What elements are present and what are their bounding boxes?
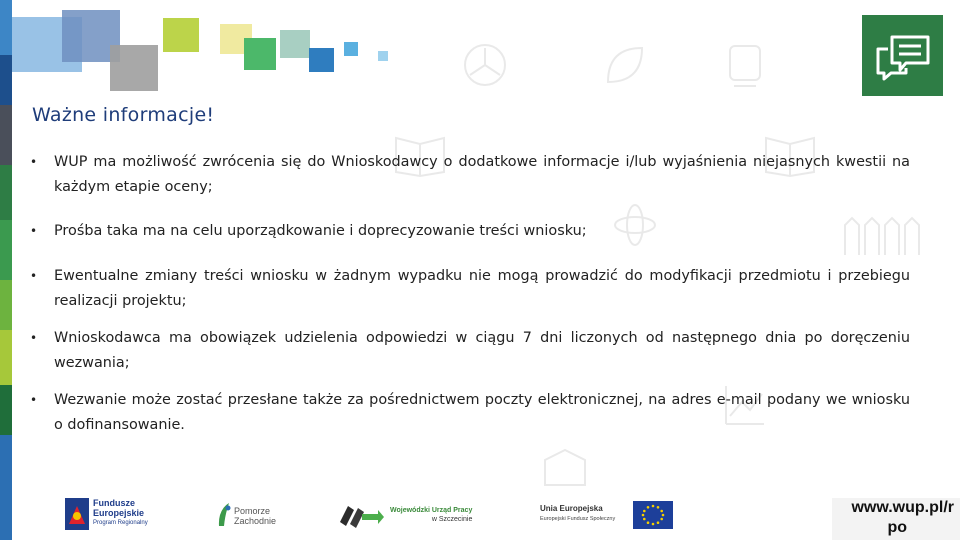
- wup-szczecin-logo: [338, 500, 488, 532]
- bullet-marker: •: [30, 224, 38, 238]
- website-url[interactable]: [832, 498, 960, 540]
- list-item-text: Prośba taka ma na celu uporządkowanie i doprecyzowanie treści wniosku;: [54, 223, 587, 239]
- decor-square: [309, 48, 334, 72]
- side-stripe-segment: [0, 220, 12, 280]
- side-stripe-segment: [0, 105, 12, 165]
- list-item: [30, 150, 910, 200]
- page-title: Ważne informacje!: [32, 104, 215, 126]
- list-item-text: Wezwanie może zostać przesłane także za pośrednictwem poczty elektronicznej, na adres e-mail podany we wniosku o dofinansowanie.: [54, 392, 910, 433]
- decor-square: [163, 18, 199, 52]
- bullet-marker: •: [30, 393, 38, 407]
- url-line2: po: [887, 519, 907, 536]
- fe-line1: Fundusze: [93, 498, 135, 508]
- side-stripe-segment: [0, 0, 12, 55]
- building-icon: [540, 445, 590, 490]
- eu-flag-icon: [633, 501, 673, 529]
- chat-bubbles-icon: [862, 15, 943, 96]
- side-stripe-segment: [0, 330, 12, 385]
- info-list: [30, 150, 910, 438]
- pomorze-line2: Zachodnie: [234, 516, 277, 526]
- decor-square: [344, 42, 358, 56]
- url-line1: www.wup.pl/r: [851, 499, 954, 516]
- fan-icon: [455, 40, 515, 90]
- wup-line2: w Szczecinie: [431, 516, 473, 523]
- fe-symbol-icon: [65, 498, 89, 530]
- list-item-text: Wnioskodawca ma obowiązek udzielenia odpowiedzi w ciągu 7 dni liczonych od następnego dnia po doręczeniu wezwania;: [54, 330, 910, 371]
- bullet-marker: •: [30, 155, 38, 169]
- tram-icon: [720, 40, 770, 90]
- wup-line1: Wojewódzki Urząd Pracy: [390, 507, 473, 514]
- fundusze-europejskie-logo: [65, 496, 175, 534]
- ue-line1: Unia Europejska: [540, 504, 603, 513]
- list-item: [30, 264, 910, 314]
- chat-icon-box: [862, 15, 943, 96]
- list-item: [30, 326, 910, 376]
- fe-line3: Program Regionalny: [93, 520, 148, 526]
- wup-symbol-icon: [338, 502, 384, 528]
- decor-square: [244, 38, 276, 70]
- leaf-icon: [600, 40, 650, 90]
- side-stripe-segment: [0, 280, 12, 330]
- pomorze-symbol-icon: [216, 500, 232, 528]
- list-item-text: WUP ma możliwość zwrócenia się do Wnioskodawcy o dodatkowe informacje i/lub wyjaśnienia niejasnych kwestii na każdym etapie oceny;: [54, 154, 910, 195]
- decor-square: [280, 30, 310, 58]
- side-stripe-segment: [0, 165, 12, 220]
- ue-line2: Europejski Fundusz Społeczny: [540, 516, 616, 522]
- side-stripe-segment: [0, 55, 12, 105]
- list-item: [30, 219, 910, 244]
- side-stripe-segment: [0, 385, 12, 435]
- pomorze-line1: Pomorze: [234, 506, 271, 516]
- decor-square: [110, 45, 158, 91]
- unia-europejska-logo: [540, 500, 680, 532]
- footer-logos: [0, 488, 960, 540]
- list-item: [30, 388, 910, 438]
- bullet-marker: •: [30, 331, 38, 345]
- pomorze-zachodnie-logo: [216, 498, 286, 532]
- decor-square: [378, 51, 388, 61]
- list-item-text: Ewentualne zmiany treści wniosku w żadnym wypadku nie mogą prowadzić do modyfikacji przedmiotu i przebiegu realizacji projektu;: [54, 268, 910, 309]
- fe-line2: Europejskie: [93, 508, 145, 518]
- bullet-marker: •: [30, 269, 38, 283]
